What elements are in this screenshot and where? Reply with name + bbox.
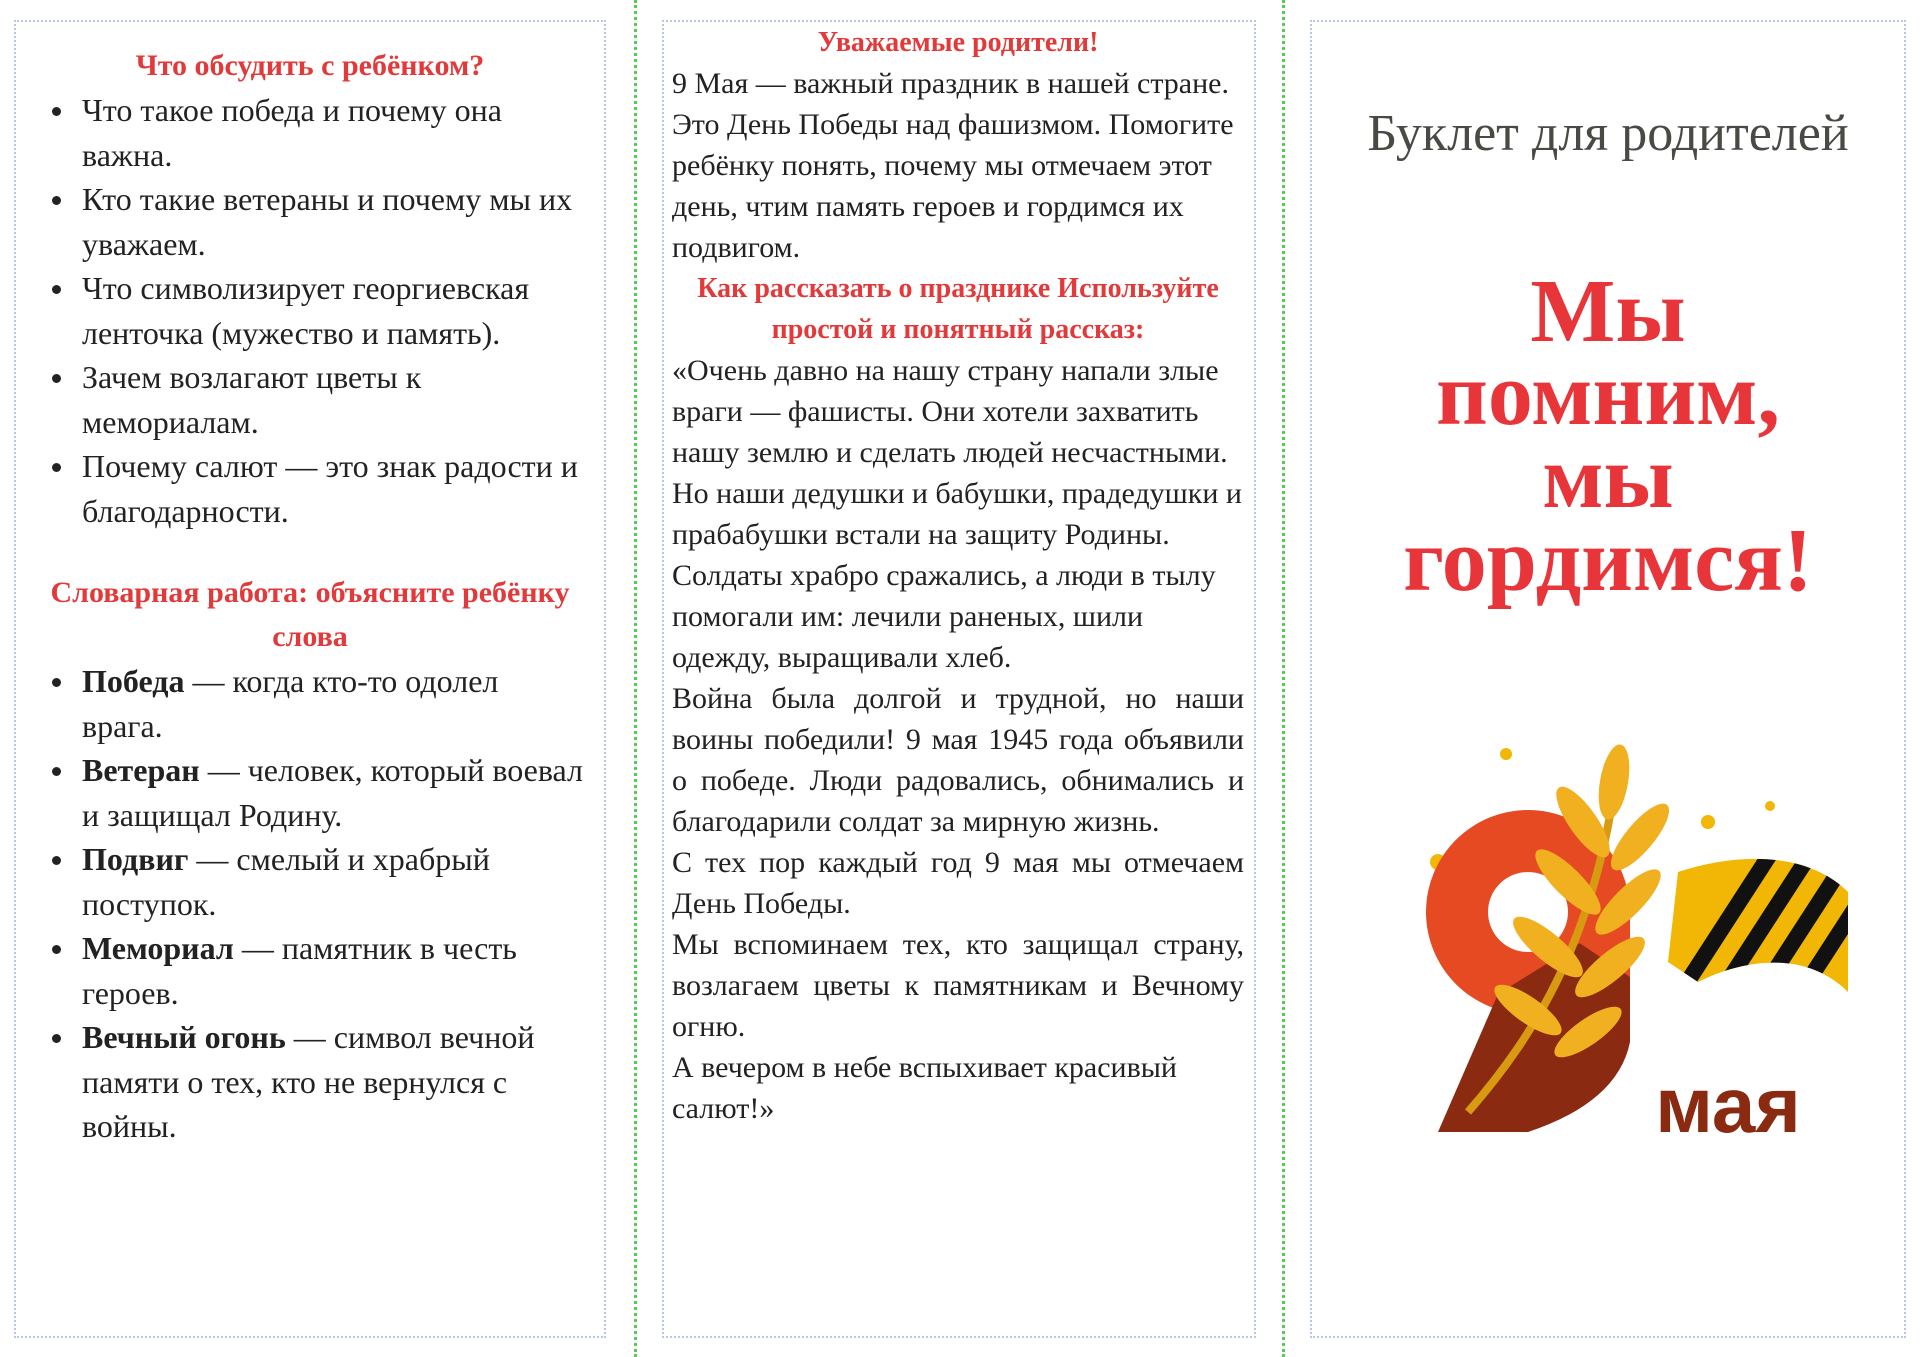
decor-dot [1701,815,1715,829]
may-9-logo [1378,634,1878,1152]
vocab-definition: — памятник в честь героев. [82,930,517,1011]
vocab-term: Вечный огонь [82,1019,286,1055]
left-panel [14,20,606,1338]
story-paragraph: Мы вспоминаем тех, кто защищал страну, возлагаем цветы к памятникам и Вечному огню. [672,928,1244,1043]
cover-title-line: мы [1542,428,1674,527]
vocab-term: Мемориал [82,930,234,966]
vocab-definition: — человек, который воевал и защищал Родину. [82,752,583,833]
vocab-definition: — символ вечной памяти о тех, кто не вернулся с войны. [82,1019,535,1144]
list-item: Почему салют — это знак радости и благодарности. [82,444,604,533]
vocabulary-list [16,659,604,1149]
booklet-subtitle: Буклет для родителей [1367,105,1849,162]
list-item [82,926,604,1015]
middle-panel [662,20,1256,1338]
story-paragraph: А вечером в небе вспыхивает красивый салют!» [672,1051,1177,1125]
cover-title-line: Мы [1530,262,1686,361]
vocabulary-heading: Словарная работа: объясните ребёнку слова [50,576,570,653]
vocab-term: Подвиг [82,841,189,877]
list-item: Кто такие ветераны и почему мы их уважаем. [82,177,604,266]
cover-title-line: помним, [1436,345,1780,444]
list-item [82,748,604,837]
fold-separator-right [1282,0,1285,1357]
story-paragraph: Война была долгой и трудной, но наши воины победили! 9 мая 1945 года объявили о победе. Люди радовались, обнимались и благодарили солдат за мирную жизнь. [672,682,1244,838]
story-paragraph: «Очень давно на нашу страну напали злые враги — фашисты. Они хотели захватить нашу землю и сделать людей несчастными. Но наши дедушки и бабушки, прадедушки и прабабушки встали на защиту Родины. Солдаты храбро сражались, а люди в тылу помогали им: лечили раненых, шили одежду, выращивали хлеб. [672,354,1242,674]
fold-separator-left [634,0,637,1357]
list-item: Что символизирует георгиевская ленточка (мужество и память). [82,266,604,355]
vocab-term: Победа [82,663,185,699]
list-item [82,659,604,748]
cover-title [1312,262,1904,610]
discuss-heading: Что обсудить с ребёнком? [135,49,485,82]
vocab-definition: — смелый и храбрый поступок. [82,841,490,922]
intro-paragraph: 9 Мая — важный праздник в нашей стране. Это День Победы над фашизмом. Помогите ребёнку понять, почему мы отмечаем этот день, чтим память героев и гордимся их подвигом. [672,67,1234,264]
list-item [82,837,604,926]
parents-heading: Уважаемые родители! [817,27,1099,58]
list-item: Зачем возлагают цветы к мемориалам. [82,355,604,444]
decor-dot [1765,801,1775,811]
logo-word: мая [1655,1061,1801,1149]
cover-title-line: гордимся! [1403,511,1813,610]
vocab-term: Ветеран [82,752,200,788]
st-george-ribbon-icon [1658,842,1898,1012]
discuss-list [16,88,604,533]
cover-panel [1310,20,1906,1338]
list-item: Что такое победа и почему она важна. [82,88,604,177]
decor-dot [1500,748,1512,760]
story-paragraph: С тех пор каждый год 9 мая мы отмечаем День Победы. [672,846,1244,920]
how-to-tell-heading: Как рассказать о празднике Используйте простой и понятный рассказ: [697,273,1219,345]
list-item [82,1015,604,1149]
vocab-definition: — когда кто-то одолел врага. [82,663,499,744]
logo-number: 9 [1528,634,1533,645]
